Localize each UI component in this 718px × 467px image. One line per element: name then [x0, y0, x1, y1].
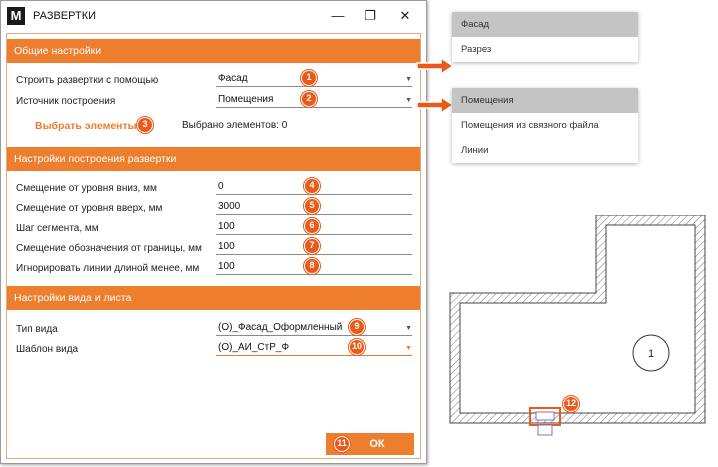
badge-4: 4 — [304, 178, 320, 194]
badge-7: 7 — [304, 238, 320, 254]
select-elements-button[interactable]: Выбрать элементы — [35, 120, 137, 132]
dropdown-arrow-icon: ▼ — [405, 76, 412, 83]
offset-up-label: Смещение от уровня вверх, мм — [16, 203, 163, 214]
view-type-label: Тип вида — [16, 324, 58, 335]
badge-3: 3 — [137, 117, 153, 133]
badge-8: 8 — [304, 258, 320, 274]
title-bar[interactable] — [1, 1, 426, 33]
view-type-value: (О)_Фасад_Оформленный — [218, 322, 343, 333]
badge-12: 12 — [563, 396, 579, 412]
ignore-lines-label: Игнорировать линии длиной менее, мм — [16, 263, 200, 274]
segment-step-label: Шаг сегмента, мм — [16, 223, 99, 234]
room-interior — [460, 225, 695, 413]
border-offset-label: Смещение обозначения от границы, мм — [16, 243, 202, 254]
view-type-dropdown[interactable] — [216, 321, 412, 336]
badge-9: 9 — [349, 319, 365, 335]
popup2-item-linked-rooms[interactable]: Помещения из связного файла — [461, 120, 599, 131]
popup1-item-facade[interactable]: Фасад — [452, 12, 638, 37]
source-label: Источник построения — [16, 96, 116, 107]
dropdown-arrow-icon: ▼ — [405, 345, 412, 352]
door-symbol[interactable] — [536, 412, 554, 420]
callout-arrow-icon — [415, 94, 455, 116]
popup2-item-rooms[interactable]: Помещения — [452, 88, 638, 113]
source-popup — [452, 88, 638, 163]
section-view-header: Настройки вида и листа — [7, 286, 420, 310]
close-icon[interactable]: ✕ — [399, 8, 411, 23]
minimize-icon[interactable]: — — [331, 8, 345, 23]
ok-button[interactable]: ОК — [326, 433, 414, 455]
view-template-label: Шаблон вида — [16, 344, 79, 355]
border-offset-input[interactable]: 100 — [216, 240, 412, 255]
offset-down-input[interactable]: 0 — [216, 180, 412, 195]
callout-arrow-icon — [415, 55, 455, 77]
restore-icon[interactable]: ❐ — [364, 8, 376, 23]
selected-count-text: Выбрано элементов: 0 — [182, 120, 288, 131]
section-general-header: Общие настройки — [7, 39, 420, 63]
source-value: Помещения — [218, 94, 274, 105]
badge-10: 10 — [349, 339, 365, 355]
dropdown-arrow-icon: ▼ — [405, 325, 412, 332]
offset-down-label: Смещение от уровня вниз, мм — [16, 183, 157, 194]
popup2-item-lines[interactable]: Линии — [461, 145, 489, 156]
badge-11: 11 — [334, 436, 350, 452]
door-swing — [538, 425, 552, 435]
build-with-popup — [452, 12, 638, 62]
popup1-item-section[interactable]: Разрез — [461, 44, 492, 55]
build-with-label: Строить развертки с помощью — [16, 75, 159, 86]
dialog-content — [6, 33, 421, 459]
segment-step-input[interactable]: 100 — [216, 220, 412, 235]
dropdown-arrow-icon: ▼ — [405, 97, 412, 104]
view-template-value: (О)_АИ_СтР_Ф — [218, 342, 290, 353]
offset-up-input[interactable]: 3000 — [216, 200, 412, 215]
room-number: 1 — [647, 348, 655, 360]
view-template-dropdown[interactable] — [216, 341, 412, 356]
badge-5: 5 — [304, 198, 320, 214]
build-with-value: Фасад — [218, 73, 248, 84]
window-title: РАЗВЕРТКИ — [33, 10, 97, 22]
badge-2: 2 — [301, 91, 317, 107]
ignore-lines-input[interactable]: 100 — [216, 260, 412, 275]
badge-6: 6 — [304, 218, 320, 234]
badge-1: 1 — [301, 70, 317, 86]
section-build-header: Настройки построения развертки — [7, 147, 420, 171]
app-logo: M — [7, 7, 25, 25]
